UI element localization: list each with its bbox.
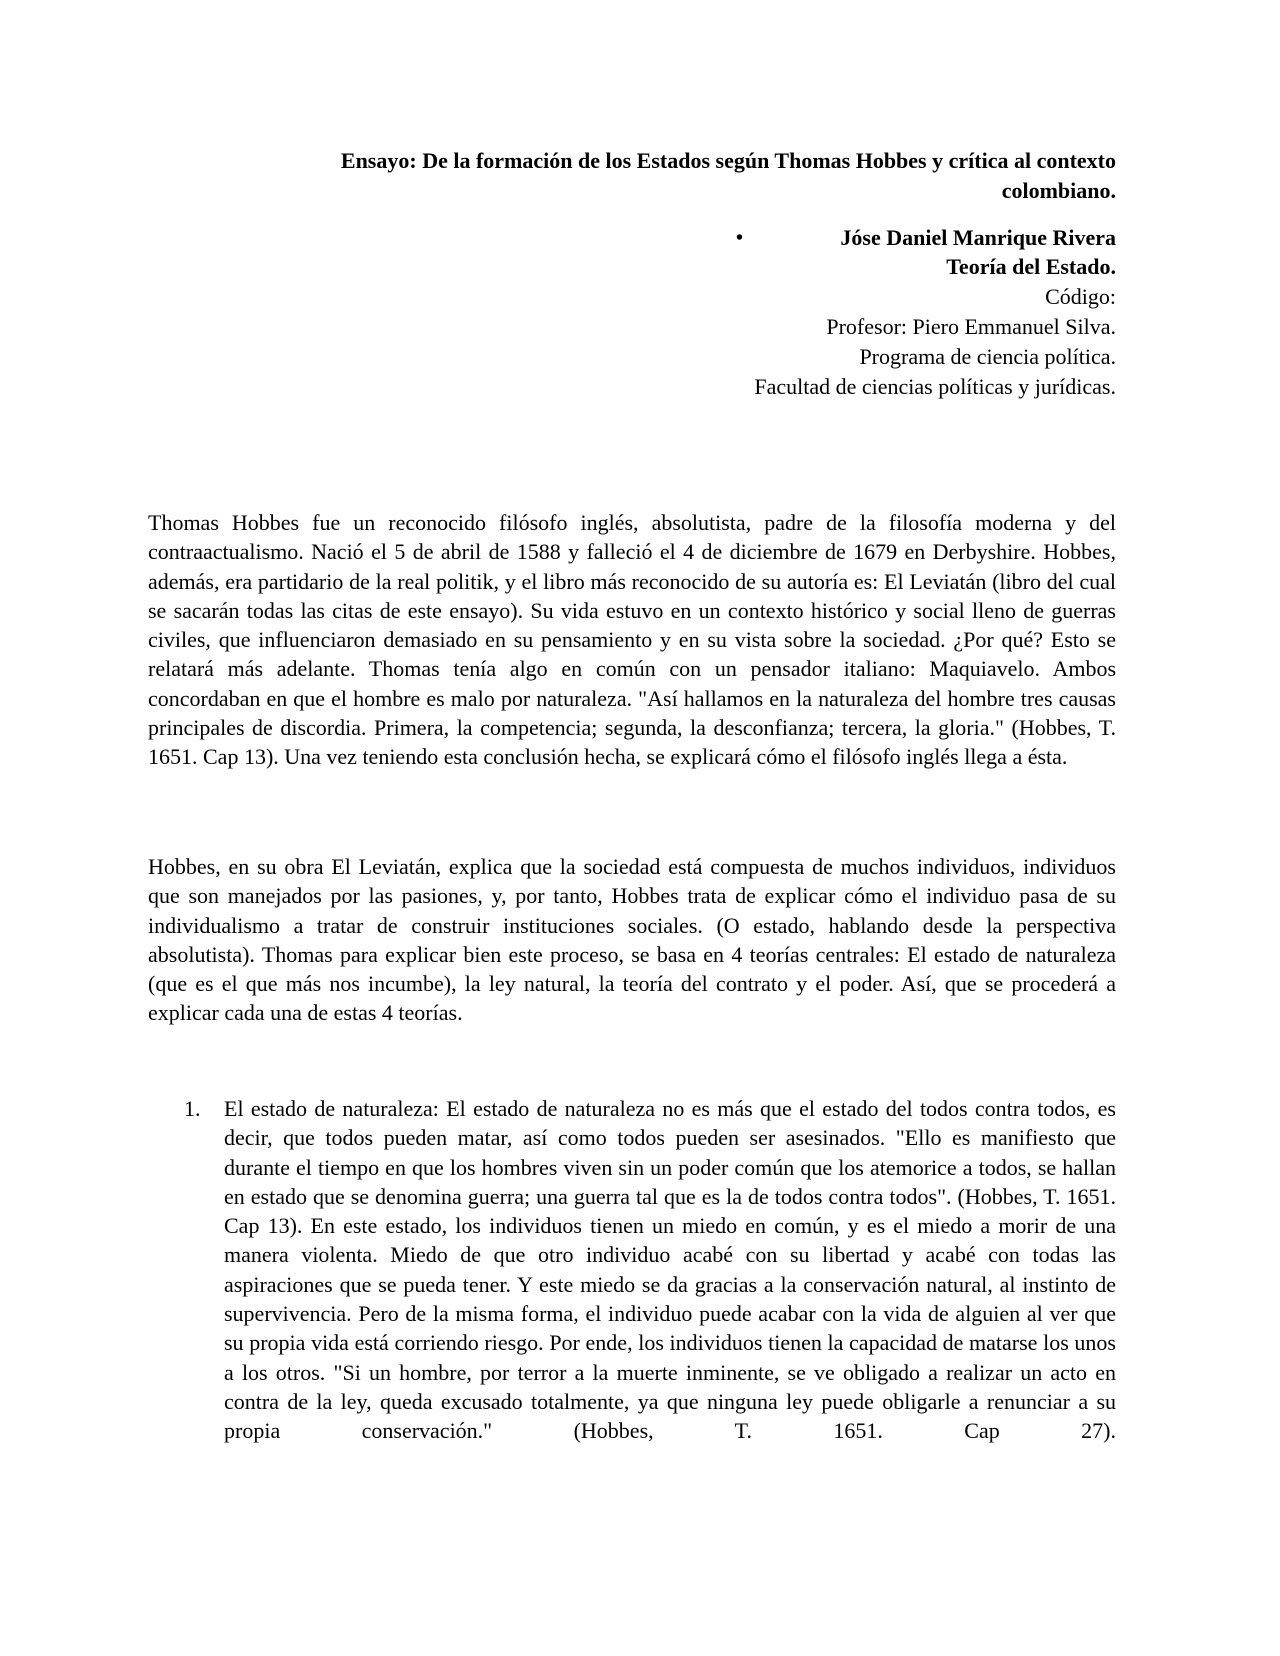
- list-item: [148, 1094, 1116, 1446]
- program-name: Programa de ciencia política.: [859, 344, 1116, 369]
- essay-metadata: [600, 252, 1116, 402]
- list-item-text: El estado de naturaleza: El estado de naturaleza no es más que el estado del todos contra todos, es decir, que todos pueden matar, así como todos pueden ser asesinados. "Ello es manifiesto que durante el tiempo en que los hombres viven sin un poder común que los atemorice a todos, se hallan en estado que se denomina guerra; una guerra tal que es la de todos contra todos". (Hobbes, T. 1651. Cap 13). En este estado, los individuos tienen un miedo en común, y es el miedo a morir de una manera violenta. Miedo de que otro individuo acabé con su libertad y acabé con todas las aspiraciones que se pueda tener. Y este miedo se da gracias a la conservación natural, al instinto de supervivencia. Pero de la misma forma, el individuo puede acabar con la vida de alguien al ver que su propia vida está corriendo riesgo. Por ende, los individuos tienen la capacidad de matarse los unos a los otros. "Si un hombre, por terror a la muerte inminente, se ve obligado a realizar un acto en contra de la ley, queda excusado totalmente, ya que ninguna ley puede obligarle a renunciar a su propia conservación." (Hobbes, T. 1651. Cap 27).: [224, 1096, 1116, 1444]
- faculty-name: Facultad de ciencias políticas y jurídicas.: [754, 374, 1116, 399]
- numbered-list: [148, 1094, 1116, 1446]
- essay-title: Ensayo: De la formación de los Estados según Thomas Hobbes y crítica al contexto colombiano.: [340, 148, 1116, 203]
- list-item-number: 1.: [184, 1096, 201, 1121]
- course-name: Teoría del Estado.: [946, 254, 1116, 279]
- professor-name: Profesor: Piero Emmanuel Silva.: [826, 314, 1116, 339]
- author-name: Jóse Daniel Manrique Rivera: [840, 225, 1116, 250]
- bullet-icon: •: [736, 227, 744, 249]
- paragraph-theories: Hobbes, en su obra El Leviatán, explica que la sociedad está compuesta de muchos individuos, individuos que son manejados por las pasiones, y, por tanto, Hobbes trata de explicar cómo el individuo pasa de su individualismo a tratar de construir instituciones sociales. (O estado, hablando desde la perspectiva absolutista). Thomas para explicar bien este proceso, se basa en 4 teorías centrales: El estado de naturaleza (que es el que más nos incumbe), la ley natural, la teoría del contrato y el poder. Así, que se procederá a explicar cada una de estas 4 teorías.: [148, 854, 1116, 1026]
- code-label: Código:: [1045, 284, 1116, 309]
- paragraph-intro: Thomas Hobbes fue un reconocido filósofo inglés, absolutista, padre de la filosofía moderna y del contraactualismo. Nació el 5 de abril de 1588 y falleció el 4 de diciembre de 1679 en Derbyshire. Hobbes, además, era partidario de la real politik, y el libro más reconocido de su autoría es: El Leviatán (libro del cual se sacarán todas las citas de este ensayo). Su vida estuvo en un contexto histórico y social lleno de guerras civiles, que influenciaron demasiado en su pensamiento y en su vista sobre la sociedad. ¿Por qué? Esto se relatará más adelante. Thomas tenía algo en común con un pensador italiano: Maquiavelo. Ambos concordaban en que el hombre es malo por naturaleza. "Así hallamos en la naturaleza del hombre tres causas principales de discordia. Primera, la competencia; segunda, la desconfianza; tercera, la gloria." (Hobbes, T. 1651. Cap 13). Una vez teniendo esta conclusión hecha, se explicará cómo el filósofo inglés llega a ésta.: [148, 510, 1116, 770]
